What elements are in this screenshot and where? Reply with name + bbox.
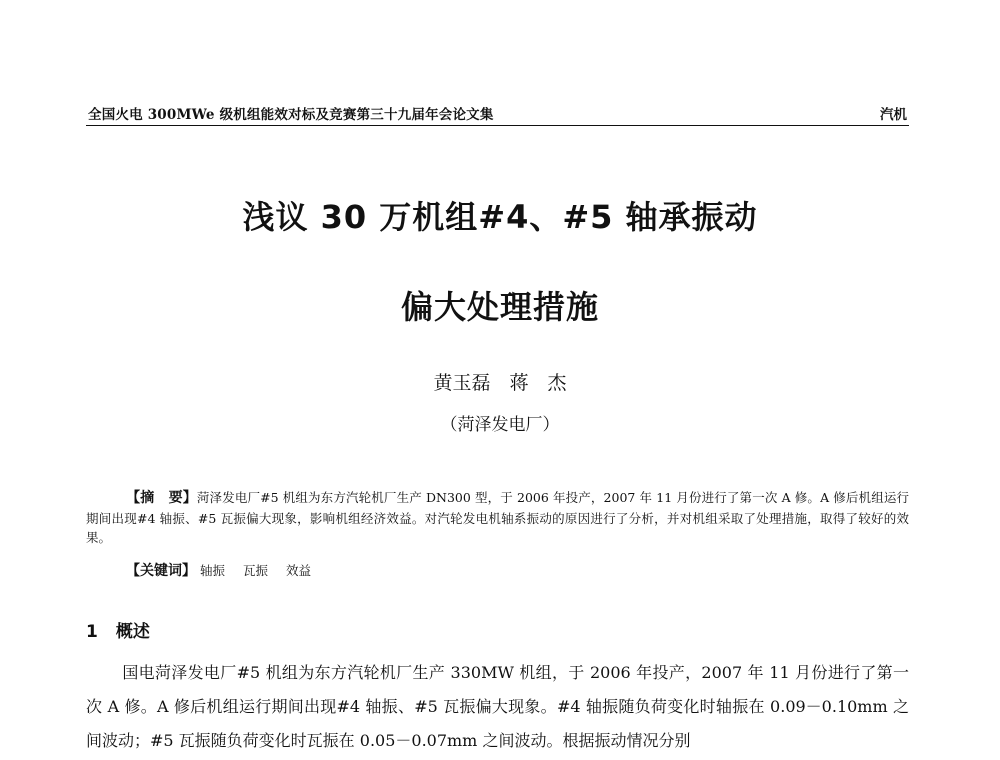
body-paragraph-text: 国电菏泽发电厂#5 机组为东方汽轮机厂生产 330MW 机组，于 2006 年投产，2007 年 11 月份进行了第一次 A 修。A 修后机组运行期间出现#4 轴振、#5 瓦振偏大现象。#4 轴振随负荷变化时轴振在 0.09－0.10mm 之间波动；#5 瓦振随负荷变化时瓦振在 0.05－0.07mm 之间波动。根据振动情况分别 (86, 663, 909, 750)
author-names: 黄玉磊 蒋 杰 (433, 372, 567, 394)
paper-title-line-2: 偏大处理措施 (400, 288, 599, 326)
header-proceedings-title: 全国火电 300MWe 级机组能效对标及竞赛第三十九届年会论文集 (88, 107, 494, 123)
abstract-label: 【摘 要】 (126, 490, 197, 506)
keywords-label: 【关键词】 (126, 563, 196, 579)
abstract-text: 菏泽发电厂#5 机组为东方汽轮机厂生产 DN300 型，于 2006 年投产，2007 年 11 月份进行了第一次 A 修。A 修后机组运行期间出现#4 轴振、#5 瓦振偏大现象，影响机组经济效益。对汽轮发电机轴系振动的原因进行了分析，并对机组采取了处理措施，取得了较好的效果。 (86, 490, 909, 545)
section-number: 1 (86, 622, 98, 642)
abstract-block (86, 488, 909, 548)
running-header (86, 103, 909, 126)
paper-title-line-1: 浅议 30 万机组#4、#5 轴承振动 (242, 198, 758, 236)
keyword-item: 效益 (285, 563, 311, 578)
header-section-label: 汽机 (880, 107, 907, 123)
body-paragraph (86, 656, 909, 758)
author-affiliation: （菏泽发电厂） (440, 415, 560, 435)
keyword-item: 轴振 (199, 563, 225, 578)
section-title: 概述 (115, 622, 150, 642)
section-heading (86, 617, 150, 642)
keyword-item: 瓦振 (242, 563, 268, 578)
keywords-block (126, 560, 325, 580)
